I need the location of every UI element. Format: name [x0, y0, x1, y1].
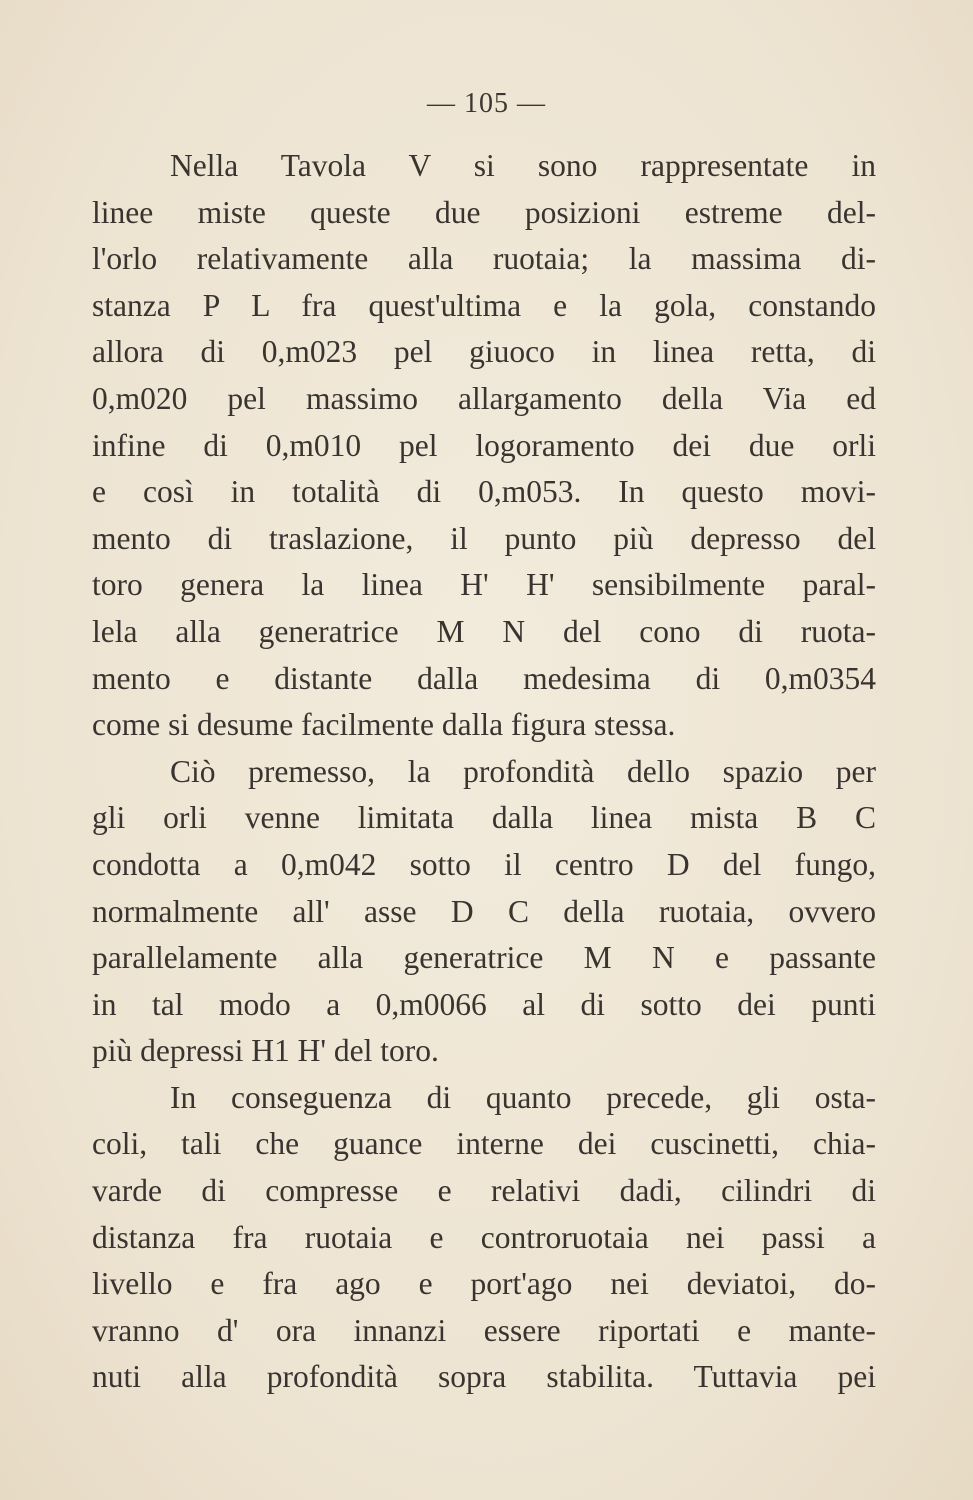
text-line: mento di traslazione, il punto più depresso del: [92, 520, 876, 556]
text-line: stanza P L fra quest'ultima e la gola, constando: [92, 287, 876, 323]
text-line: normalmente all' asse D C della ruotaia, ovvero: [92, 893, 876, 929]
text-line: gli orli venne limitata dalla linea mista B C: [92, 800, 876, 836]
text-line: Ciò premesso, la profondità dello spazio per: [170, 753, 876, 789]
text-line: allora di 0,m023 pel giuoco in linea retta, di: [92, 334, 876, 370]
text-line: Nella Tavola V si sono rappresentate in: [170, 148, 876, 183]
text-line: infine di 0,m010 pel logoramento dei due orli: [92, 427, 876, 463]
text-line: parallelamente alla generatrice M N e passante: [92, 940, 876, 976]
text-line: mento e distante dalla medesima di 0,m0354: [92, 660, 876, 696]
text-line: linee miste queste due posizioni estreme del-: [92, 194, 876, 230]
text-line: e così in totalità di 0,m053. In questo movi-: [92, 474, 876, 510]
text-line: coli, tali che guance interne dei cuscinetti, chia-: [92, 1126, 876, 1162]
paragraph-1: [92, 143, 876, 749]
text-line: livello e fra ago e port'ago nei deviatoi, do-: [92, 1266, 876, 1302]
text-line: come si desume facilmente dalla figura stessa.: [92, 707, 676, 743]
text-line: l'orlo relativamente alla ruotaia; la massima di-: [92, 241, 876, 277]
text-line: 0,m020 pel massimo allargamento della Via ed: [92, 380, 876, 416]
paragraph-2: [92, 749, 876, 1075]
text-line: In conseguenza di quanto precede, gli osta-: [170, 1079, 876, 1115]
paragraph-3: [92, 1075, 876, 1401]
text-line: vranno d' ora innanzi essere riportati e mante-: [92, 1312, 876, 1348]
text-line: varde di compresse e relativi dadi, cilindri di: [92, 1173, 876, 1209]
text-line: toro genera la linea H' H' sensibilmente paral-: [92, 567, 876, 603]
text-line: in tal modo a 0,m0066 al di sotto dei punti: [92, 986, 876, 1022]
text-line: distanza fra ruotaia e controruotaia nei passi a: [92, 1219, 876, 1255]
text-line: lela alla generatrice M N del cono di ruota-: [92, 613, 876, 649]
text-line: condotta a 0,m042 sotto il centro D del fungo,: [92, 846, 876, 882]
body-text: [92, 143, 876, 1401]
text-line: nuti alla profondità sopra stabilita. Tuttavia pei: [92, 1359, 876, 1395]
page-number: — 105 —: [427, 88, 546, 119]
text-line: più depressi H1 H' del toro.: [92, 1033, 439, 1069]
